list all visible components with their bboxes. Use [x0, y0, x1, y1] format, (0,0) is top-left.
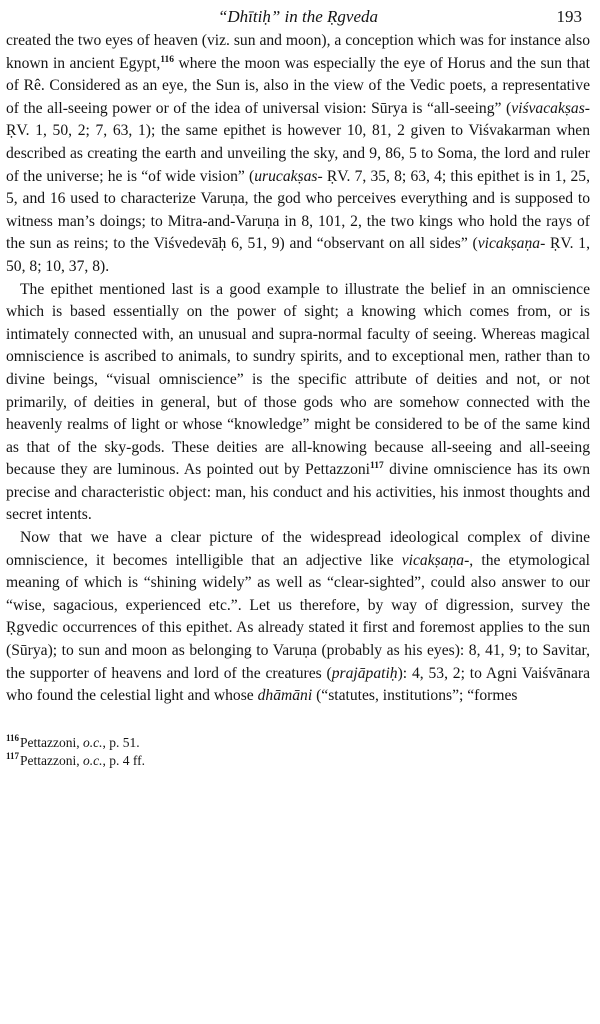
running-head — [6, 4, 590, 30]
text-run: ṚV. 1, 50, 2; 7, 63, 1); the same epithet is however 10, 81, 2 given to Viśvakarman when described as creating the earth and unveiling the sky, and 9, 86, 5 to Soma, the lord and ruler of the universe; he is “of wide vision” ( — [6, 122, 590, 185]
text-run: ): 4, 53, 2; to Agni Vaiśvānara who found the celestial light and whose — [6, 664, 590, 705]
paragraph-3 — [6, 527, 590, 708]
text-run: , p. 4 ff. — [102, 752, 145, 768]
text-run: ṚV. 1, 50, 8; 10, 37, 8). — [6, 235, 590, 275]
footnote-reference: 116 — [160, 54, 174, 65]
italic-text: o.c. — [82, 734, 103, 750]
italic-text: vicakṣaṇa- — [401, 551, 470, 569]
text-run: divine omniscience has its own precise and characteristic object: man, his conduct and his activities, his inmost thoughts and secret intents. — [6, 461, 590, 524]
text-run: where the moon was especially the eye of Horus and the sun that of Rê. Considered as an eye, the Sun is, also in the view of the Vedic poets, a representative of the all-seeing power or of the idea of universal vision: Sūrya is “all-seeing” ( — [6, 54, 590, 117]
paragraph-1 — [6, 30, 590, 279]
text-run: , p. 51. — [102, 734, 140, 750]
text-run: created the two eyes of heaven (viz. sun and moon), a conception which was for instance also known in ancient Egypt, — [6, 32, 590, 72]
footnote-reference: 117 — [370, 461, 384, 472]
text-run: ṚV. 7, 35, 8; 63, 4; this epithet is in 1, 25, 5, and 16 used to characterize Varuṇa, the god who perceives everything and is supposed to witness man’s doings; to Mitra-and-Varuṇa in 8, 101, 2, the two kings who hold the rays of the sun as reins; to the Viśvedevāḥ 6, 51, 9) and “observant on all sides” ( — [6, 167, 591, 253]
text-run: (“statutes, institutions”; “formes — [312, 687, 518, 705]
italic-text: viśvacakṣas- — [511, 99, 590, 117]
page-number: 193 — [556, 7, 582, 26]
text-run: Now that we have a clear picture of the widespread ideological complex of divine omniscience, it becomes intelligible that an adjective like — [6, 529, 590, 569]
body-text — [6, 30, 590, 708]
footnote-text — [20, 735, 140, 750]
text-run: The epithet mentioned last is a good example to illustrate the belief in an omniscience which is based essentially on the power of sight; a knowing which comes from, or is intimately connected with, an unusual and supra-normal faculty of seeing. Whereas magical omniscience is ascribed to animals, to sundry spirits, and to exceptional men, rather than to divine beings, “visual omniscience” is the specific attribute of deities and not, or not primarily, of deities in general, but of those gods who are somehow connected with the heavenly realms of light or whose “knowledge” might be considered to be of the same kind as that of the sky-gods. These deities are all-knowing because all-seeing and all-seeing because they are luminous. As pointed out by Pettazzoni — [6, 280, 590, 479]
footnotes — [6, 734, 590, 770]
text-run: Pettazzoni, — [20, 752, 83, 768]
footnote-text — [20, 753, 145, 768]
text-run: Pettazzoni, — [20, 734, 83, 750]
italic-text: vicakṣaṇa- — [477, 235, 546, 253]
text-run: , the etymological meaning of which is “shining widely” as well as “clear-sighted”, could also answer to our “wise, sagacious, experienced etc.”. Let us therefore, by way of digression, survey the Ṛgvedic occurrences of this epithet. As already stated it first and foremost applies to the sun (Sūrya); to sun and moon as belonging to Varuṇa (probably as his eyes): 8, 41, 9; to Savitar, the supporter of heavens and lord of the creatures ( — [6, 551, 590, 682]
italic-text: prajāpatiḥ — [331, 664, 398, 682]
footnote-117: 117Pettazzoni, o.c., p. 4 ff. — [6, 751, 145, 768]
footnote-116: 116Pettazzoni, o.c., p. 51. — [6, 733, 140, 750]
italic-text: dhāmāni — [257, 687, 313, 705]
italic-text: o.c. — [82, 752, 103, 768]
paragraph-2 — [6, 279, 590, 528]
running-title: “Dhītiḥ” in the Ṛgveda — [217, 7, 379, 26]
italic-text: urucakṣas- — [254, 167, 323, 185]
